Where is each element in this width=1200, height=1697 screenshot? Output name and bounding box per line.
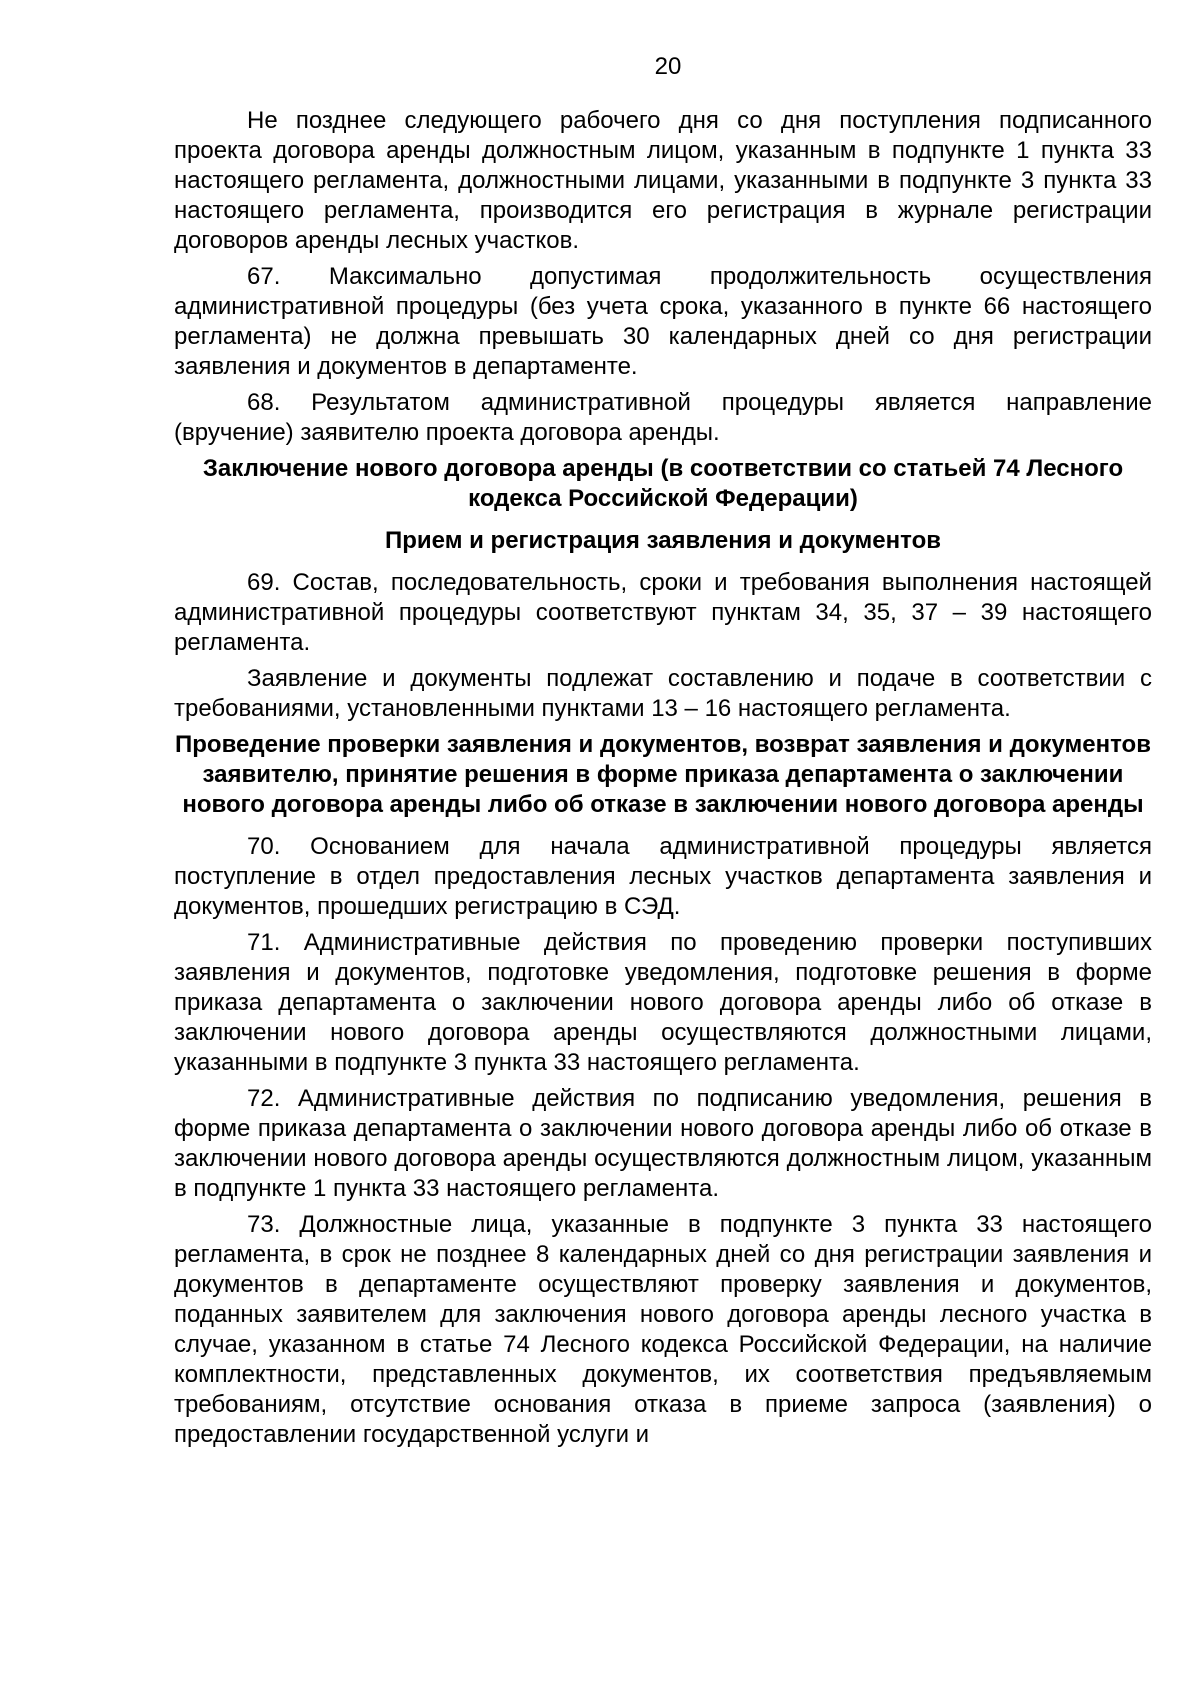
page-number: 20 [654, 53, 682, 80]
document-page [174, 54, 1152, 1456]
paragraph-67: 67. Максимально допустимая продолжительность осуществления административной процедуры (без учета срока, указанного в пункте 66 настоящего регламента) не должна превышать 30 календарных дней со дня регистрации заявления и документов в департаменте. [174, 263, 1152, 380]
paragraph-73: 73. Должностные лица, указанные в подпункте 3 пункта 33 настоящего регламента, в срок не позднее 8 календарных дней со дня регистрации заявления и документов в департаменте осуществляют проверку заявления и документов, поданных заявителем для заключения нового договора аренды лесного участка в случае, указанном в статье 74 Лесного кодекса Российской Федерации, на наличие комплектности, представленных документов, их соответствия предъявляемым требованиям, отсутствие основания отказа в приеме запроса (заявления) о предоставлении государственной услуги и [174, 1211, 1152, 1448]
paragraph-69: 69. Состав, последовательность, сроки и требования выполнения настоящей административной процедуры соответствуют пунктам 34, 35, 37 – 39 настоящего регламента. [174, 569, 1152, 656]
paragraph-registration: Не позднее следующего рабочего дня со дня поступления подписанного проекта договора аренды должностным лицом, указанным в подпункте 1 пункта 33 настоящего регламента, должностными лицами, указанными в подпункте 3 пункта 33 настоящего регламента, производится его регистрация в журнале регистрации договоров аренды лесных участков. [174, 107, 1152, 254]
subsection-heading-verification: Проведение проверки заявления и документов, возврат заявления и документов заявителю, принятие решения в форме приказа департамента о заключении нового договора аренды либо об отказе в заключении нового договора аренды [175, 731, 1151, 818]
paragraph-68: 68. Результатом административной процедуры является направление (вручение) заявителю проекта договора аренды. [174, 389, 1152, 446]
paragraph-70: 70. Основанием для начала административной процедуры является поступление в отдел предоставления лесных участков департамента заявления и документов, прошедших регистрацию в СЭД. [174, 833, 1152, 920]
paragraph-application-docs: Заявление и документы подлежат составлению и подаче в соответствии с требованиями, установленными пунктами 13 – 16 настоящего регламента. [174, 665, 1152, 722]
subsection-heading-reception: Прием и регистрация заявления и документов [385, 527, 941, 554]
paragraph-71: 71. Административные действия по проведению проверки поступивших заявления и документов, подготовке уведомления, подготовке решения в форме приказа департамента о заключении нового договора аренды либо об отказе в заключении нового договора аренды осуществляются должностными лицами, указанными в подпункте 3 пункта 33 настоящего регламента. [174, 929, 1152, 1076]
paragraph-72: 72. Административные действия по подписанию уведомления, решения в форме приказа департамента о заключении нового договора аренды либо об отказе в заключении нового договора аренды осуществляются должностным лицом, указанным в подпункте 1 пункта 33 настоящего регламента. [174, 1085, 1152, 1202]
section-heading-new-lease: Заключение нового договора аренды (в соответствии со статьей 74 Лесного кодекса Российской Федерации) [202, 455, 1124, 512]
